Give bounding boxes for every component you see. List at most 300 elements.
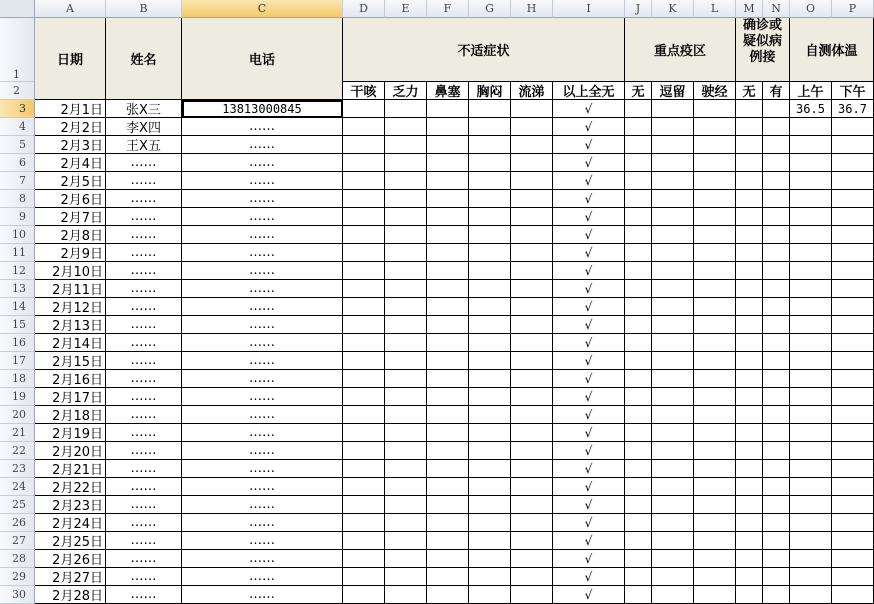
cell-d[interactable] — [343, 424, 385, 442]
cell-i[interactable]: √ — [553, 298, 625, 316]
cell-l[interactable] — [694, 424, 736, 442]
cell-phone[interactable]: …… — [182, 334, 343, 352]
column-header-n[interactable]: N — [763, 0, 790, 18]
cell-l[interactable] — [694, 316, 736, 334]
cell-name[interactable]: 张X三 — [106, 100, 182, 118]
cell-n[interactable] — [763, 514, 790, 532]
cell-m[interactable] — [736, 334, 763, 352]
cell-phone[interactable]: …… — [182, 298, 343, 316]
cell-g[interactable] — [469, 388, 511, 406]
cell-d[interactable] — [343, 280, 385, 298]
cell-date[interactable]: 2月2日 — [35, 118, 106, 136]
cell-o[interactable] — [790, 370, 832, 388]
cell-p[interactable] — [832, 442, 874, 460]
cell-n[interactable] — [763, 586, 790, 604]
cell-p[interactable] — [832, 208, 874, 226]
cell-k[interactable] — [652, 550, 694, 568]
cell-j[interactable] — [625, 136, 652, 154]
cell-l[interactable] — [694, 298, 736, 316]
cell-g[interactable] — [469, 190, 511, 208]
cell-d[interactable] — [343, 118, 385, 136]
cell-o[interactable] — [790, 298, 832, 316]
cell-p[interactable] — [832, 316, 874, 334]
row-header-19[interactable]: 19 — [0, 388, 35, 406]
cell-n[interactable] — [763, 190, 790, 208]
cell-h[interactable] — [511, 298, 553, 316]
cell-o[interactable] — [790, 154, 832, 172]
cell-date[interactable]: 2月28日 — [35, 586, 106, 604]
cell-d[interactable] — [343, 586, 385, 604]
cell-g[interactable] — [469, 460, 511, 478]
cell-date[interactable]: 2月6日 — [35, 190, 106, 208]
cell-g[interactable] — [469, 496, 511, 514]
cell-d[interactable] — [343, 388, 385, 406]
cell-h[interactable] — [511, 424, 553, 442]
cell-n[interactable] — [763, 424, 790, 442]
cell-d[interactable] — [343, 208, 385, 226]
cell-g[interactable] — [469, 352, 511, 370]
cell-p[interactable]: 36.7 — [832, 100, 874, 118]
cell-phone[interactable]: …… — [182, 550, 343, 568]
cell-n[interactable] — [763, 172, 790, 190]
cell-p[interactable] — [832, 352, 874, 370]
cell-p[interactable] — [832, 424, 874, 442]
row-header-14[interactable]: 14 — [0, 298, 35, 316]
cell-date[interactable]: 2月14日 — [35, 334, 106, 352]
cell-h[interactable] — [511, 496, 553, 514]
cell-j[interactable] — [625, 586, 652, 604]
cell-f[interactable] — [427, 442, 469, 460]
cell-h[interactable] — [511, 586, 553, 604]
cell-j[interactable] — [625, 298, 652, 316]
cell-o[interactable] — [790, 550, 832, 568]
row-header-16[interactable]: 16 — [0, 334, 35, 352]
cell-name[interactable]: …… — [106, 442, 182, 460]
cell-g[interactable] — [469, 514, 511, 532]
cell-j[interactable] — [625, 244, 652, 262]
cell-n[interactable] — [763, 352, 790, 370]
cell-m[interactable] — [736, 190, 763, 208]
cell-j[interactable] — [625, 388, 652, 406]
cell-p[interactable] — [832, 550, 874, 568]
cell-p[interactable] — [832, 280, 874, 298]
cell-o[interactable] — [790, 316, 832, 334]
cell-p[interactable] — [832, 514, 874, 532]
cell-h[interactable] — [511, 478, 553, 496]
cell-i[interactable]: √ — [553, 460, 625, 478]
cell-phone[interactable]: …… — [182, 514, 343, 532]
column-header-k[interactable]: K — [652, 0, 694, 18]
cell-date[interactable]: 2月5日 — [35, 172, 106, 190]
cell-f[interactable] — [427, 514, 469, 532]
cell-d[interactable] — [343, 568, 385, 586]
cell-o[interactable] — [790, 460, 832, 478]
cell-j[interactable] — [625, 226, 652, 244]
row-header-1[interactable]: 1 — [0, 18, 35, 82]
cell-d[interactable] — [343, 496, 385, 514]
cell-d[interactable] — [343, 550, 385, 568]
cell-i[interactable]: √ — [553, 334, 625, 352]
row-header-21[interactable]: 21 — [0, 424, 35, 442]
cell-e[interactable] — [385, 316, 427, 334]
cell-k[interactable] — [652, 532, 694, 550]
cell-p[interactable] — [832, 334, 874, 352]
cell-o[interactable] — [790, 262, 832, 280]
cell-l[interactable] — [694, 514, 736, 532]
cell-d[interactable] — [343, 226, 385, 244]
cell-n[interactable] — [763, 244, 790, 262]
cell-m[interactable] — [736, 100, 763, 118]
cell-j[interactable] — [625, 514, 652, 532]
cell-f[interactable] — [427, 136, 469, 154]
cell-g[interactable] — [469, 226, 511, 244]
cell-l[interactable] — [694, 100, 736, 118]
cell-f[interactable] — [427, 550, 469, 568]
cell-k[interactable] — [652, 424, 694, 442]
cell-m[interactable] — [736, 478, 763, 496]
cell-name[interactable]: …… — [106, 568, 182, 586]
cell-i[interactable]: √ — [553, 370, 625, 388]
column-header-l[interactable]: L — [694, 0, 736, 18]
cell-f[interactable] — [427, 100, 469, 118]
cell-m[interactable] — [736, 442, 763, 460]
cell-m[interactable] — [736, 424, 763, 442]
cell-g[interactable] — [469, 334, 511, 352]
cell-e[interactable] — [385, 226, 427, 244]
row-header-28[interactable]: 28 — [0, 550, 35, 568]
cell-l[interactable] — [694, 442, 736, 460]
cell-o[interactable] — [790, 478, 832, 496]
cell-p[interactable] — [832, 118, 874, 136]
cell-phone[interactable]: …… — [182, 244, 343, 262]
cell-d[interactable] — [343, 406, 385, 424]
cell-l[interactable] — [694, 118, 736, 136]
cell-p[interactable] — [832, 496, 874, 514]
cell-h[interactable] — [511, 190, 553, 208]
cell-phone[interactable]: …… — [182, 154, 343, 172]
cell-n[interactable] — [763, 442, 790, 460]
cell-j[interactable] — [625, 550, 652, 568]
cell-date[interactable]: 2月13日 — [35, 316, 106, 334]
cell-o[interactable] — [790, 190, 832, 208]
cell-date[interactable]: 2月24日 — [35, 514, 106, 532]
column-header-j[interactable]: J — [625, 0, 652, 18]
cell-o[interactable] — [790, 352, 832, 370]
cell-j[interactable] — [625, 154, 652, 172]
cell-e[interactable] — [385, 406, 427, 424]
cell-g[interactable] — [469, 154, 511, 172]
cell-k[interactable] — [652, 352, 694, 370]
cell-j[interactable] — [625, 478, 652, 496]
cell-k[interactable] — [652, 496, 694, 514]
cell-n[interactable] — [763, 154, 790, 172]
cell-name[interactable]: …… — [106, 280, 182, 298]
cell-name[interactable]: …… — [106, 370, 182, 388]
cell-k[interactable] — [652, 100, 694, 118]
cell-j[interactable] — [625, 100, 652, 118]
cell-n[interactable] — [763, 370, 790, 388]
cell-l[interactable] — [694, 586, 736, 604]
cell-g[interactable] — [469, 298, 511, 316]
cell-o[interactable] — [790, 514, 832, 532]
cell-date[interactable]: 2月20日 — [35, 442, 106, 460]
cell-phone[interactable]: …… — [182, 316, 343, 334]
cell-name[interactable]: …… — [106, 424, 182, 442]
cell-h[interactable] — [511, 226, 553, 244]
cell-name[interactable]: …… — [106, 172, 182, 190]
cell-g[interactable] — [469, 406, 511, 424]
cell-n[interactable] — [763, 298, 790, 316]
cell-f[interactable] — [427, 496, 469, 514]
cell-o[interactable] — [790, 334, 832, 352]
cell-o[interactable]: 36.5 — [790, 100, 832, 118]
cell-i[interactable]: √ — [553, 154, 625, 172]
cell-p[interactable] — [832, 460, 874, 478]
row-header-22[interactable]: 22 — [0, 442, 35, 460]
cell-name[interactable]: …… — [106, 352, 182, 370]
cell-o[interactable] — [790, 424, 832, 442]
cell-p[interactable] — [832, 478, 874, 496]
cell-i[interactable]: √ — [553, 226, 625, 244]
cell-e[interactable] — [385, 136, 427, 154]
cell-p[interactable] — [832, 172, 874, 190]
cell-j[interactable] — [625, 262, 652, 280]
cell-m[interactable] — [736, 568, 763, 586]
cell-phone[interactable]: …… — [182, 136, 343, 154]
cell-e[interactable] — [385, 586, 427, 604]
cell-g[interactable] — [469, 208, 511, 226]
cell-f[interactable] — [427, 208, 469, 226]
cell-f[interactable] — [427, 586, 469, 604]
cell-k[interactable] — [652, 334, 694, 352]
cell-l[interactable] — [694, 532, 736, 550]
cell-g[interactable] — [469, 118, 511, 136]
cell-o[interactable] — [790, 496, 832, 514]
cell-date[interactable]: 2月27日 — [35, 568, 106, 586]
cell-i[interactable]: √ — [553, 316, 625, 334]
cell-f[interactable] — [427, 478, 469, 496]
row-header-25[interactable]: 25 — [0, 496, 35, 514]
cell-p[interactable] — [832, 190, 874, 208]
cell-i[interactable]: √ — [553, 406, 625, 424]
cell-k[interactable] — [652, 226, 694, 244]
column-header-f[interactable]: F — [427, 0, 469, 18]
cell-p[interactable] — [832, 532, 874, 550]
cell-k[interactable] — [652, 208, 694, 226]
cell-phone[interactable]: …… — [182, 406, 343, 424]
cell-l[interactable] — [694, 406, 736, 424]
cell-h[interactable] — [511, 406, 553, 424]
cell-j[interactable] — [625, 208, 652, 226]
cell-d[interactable] — [343, 100, 385, 118]
cell-m[interactable] — [736, 406, 763, 424]
cell-f[interactable] — [427, 334, 469, 352]
cell-m[interactable] — [736, 550, 763, 568]
cell-p[interactable] — [832, 586, 874, 604]
column-header-d[interactable]: D — [343, 0, 385, 18]
cell-name[interactable]: …… — [106, 388, 182, 406]
cell-e[interactable] — [385, 388, 427, 406]
cell-n[interactable] — [763, 478, 790, 496]
cell-j[interactable] — [625, 190, 652, 208]
cell-k[interactable] — [652, 136, 694, 154]
select-all-corner[interactable] — [0, 0, 35, 18]
cell-f[interactable] — [427, 388, 469, 406]
cell-p[interactable] — [832, 388, 874, 406]
cell-e[interactable] — [385, 424, 427, 442]
cell-l[interactable] — [694, 262, 736, 280]
cell-e[interactable] — [385, 496, 427, 514]
cell-n[interactable] — [763, 550, 790, 568]
cell-g[interactable] — [469, 424, 511, 442]
row-header-27[interactable]: 27 — [0, 532, 35, 550]
cell-m[interactable] — [736, 370, 763, 388]
cell-name[interactable]: …… — [106, 514, 182, 532]
cell-name[interactable]: …… — [106, 586, 182, 604]
cell-k[interactable] — [652, 262, 694, 280]
cell-e[interactable] — [385, 532, 427, 550]
cell-j[interactable] — [625, 424, 652, 442]
cell-n[interactable] — [763, 226, 790, 244]
cell-p[interactable] — [832, 298, 874, 316]
cell-m[interactable] — [736, 532, 763, 550]
cell-f[interactable] — [427, 190, 469, 208]
cell-o[interactable] — [790, 586, 832, 604]
cell-phone[interactable]: …… — [182, 226, 343, 244]
cell-name[interactable]: …… — [106, 460, 182, 478]
cell-i[interactable]: √ — [553, 244, 625, 262]
cell-e[interactable] — [385, 514, 427, 532]
cell-name[interactable]: …… — [106, 478, 182, 496]
column-header-p[interactable]: P — [832, 0, 874, 18]
cell-e[interactable] — [385, 172, 427, 190]
cell-l[interactable] — [694, 352, 736, 370]
cell-e[interactable] — [385, 208, 427, 226]
cell-m[interactable] — [736, 460, 763, 478]
row-header-18[interactable]: 18 — [0, 370, 35, 388]
cell-l[interactable] — [694, 550, 736, 568]
cell-g[interactable] — [469, 478, 511, 496]
row-header-4[interactable]: 4 — [0, 118, 35, 136]
cell-f[interactable] — [427, 154, 469, 172]
cell-j[interactable] — [625, 118, 652, 136]
cell-l[interactable] — [694, 154, 736, 172]
cell-g[interactable] — [469, 316, 511, 334]
cell-f[interactable] — [427, 460, 469, 478]
cell-l[interactable] — [694, 460, 736, 478]
row-header-24[interactable]: 24 — [0, 478, 35, 496]
cell-m[interactable] — [736, 118, 763, 136]
cell-date[interactable]: 2月26日 — [35, 550, 106, 568]
cell-e[interactable] — [385, 460, 427, 478]
cell-g[interactable] — [469, 532, 511, 550]
cell-d[interactable] — [343, 478, 385, 496]
cell-p[interactable] — [832, 226, 874, 244]
column-header-g[interactable]: G — [469, 0, 511, 18]
cell-p[interactable] — [832, 262, 874, 280]
cell-d[interactable] — [343, 370, 385, 388]
row-header-20[interactable]: 20 — [0, 406, 35, 424]
cell-f[interactable] — [427, 226, 469, 244]
cell-n[interactable] — [763, 532, 790, 550]
cell-o[interactable] — [790, 118, 832, 136]
column-header-a[interactable]: A — [35, 0, 106, 18]
cell-l[interactable] — [694, 370, 736, 388]
cell-m[interactable] — [736, 262, 763, 280]
cell-name[interactable]: …… — [106, 406, 182, 424]
cell-d[interactable] — [343, 172, 385, 190]
cell-n[interactable] — [763, 100, 790, 118]
cell-d[interactable] — [343, 442, 385, 460]
cell-h[interactable] — [511, 514, 553, 532]
cell-g[interactable] — [469, 370, 511, 388]
cell-phone[interactable]: …… — [182, 388, 343, 406]
cell-j[interactable] — [625, 460, 652, 478]
cell-e[interactable] — [385, 370, 427, 388]
cell-name[interactable]: …… — [106, 334, 182, 352]
cell-j[interactable] — [625, 334, 652, 352]
row-header-8[interactable]: 8 — [0, 190, 35, 208]
cell-d[interactable] — [343, 334, 385, 352]
cell-l[interactable] — [694, 190, 736, 208]
cell-d[interactable] — [343, 190, 385, 208]
cell-d[interactable] — [343, 514, 385, 532]
cell-o[interactable] — [790, 136, 832, 154]
cell-k[interactable] — [652, 244, 694, 262]
cell-n[interactable] — [763, 406, 790, 424]
cell-j[interactable] — [625, 172, 652, 190]
cell-h[interactable] — [511, 118, 553, 136]
cell-i[interactable]: √ — [553, 550, 625, 568]
row-header-26[interactable]: 26 — [0, 514, 35, 532]
cell-f[interactable] — [427, 244, 469, 262]
cell-l[interactable] — [694, 388, 736, 406]
cell-phone[interactable]: …… — [182, 208, 343, 226]
cell-n[interactable] — [763, 460, 790, 478]
cell-o[interactable] — [790, 244, 832, 262]
column-header-e[interactable]: E — [385, 0, 427, 18]
cell-d[interactable] — [343, 244, 385, 262]
cell-date[interactable]: 2月9日 — [35, 244, 106, 262]
cell-k[interactable] — [652, 172, 694, 190]
cell-f[interactable] — [427, 370, 469, 388]
cell-g[interactable] — [469, 262, 511, 280]
cell-g[interactable] — [469, 244, 511, 262]
cell-name[interactable]: 李X四 — [106, 118, 182, 136]
cell-e[interactable] — [385, 118, 427, 136]
cell-g[interactable] — [469, 550, 511, 568]
row-header-13[interactable]: 13 — [0, 280, 35, 298]
cell-j[interactable] — [625, 280, 652, 298]
cell-h[interactable] — [511, 442, 553, 460]
cell-e[interactable] — [385, 154, 427, 172]
cell-l[interactable] — [694, 334, 736, 352]
cell-h[interactable] — [511, 208, 553, 226]
cell-j[interactable] — [625, 406, 652, 424]
cell-j[interactable] — [625, 496, 652, 514]
cell-o[interactable] — [790, 406, 832, 424]
cell-f[interactable] — [427, 298, 469, 316]
cell-h[interactable] — [511, 388, 553, 406]
cell-date[interactable]: 2月19日 — [35, 424, 106, 442]
cell-name[interactable]: …… — [106, 298, 182, 316]
cell-d[interactable] — [343, 352, 385, 370]
cell-date[interactable]: 2月22日 — [35, 478, 106, 496]
cell-d[interactable] — [343, 532, 385, 550]
cell-d[interactable] — [343, 298, 385, 316]
cell-g[interactable] — [469, 172, 511, 190]
cell-name[interactable]: …… — [106, 496, 182, 514]
